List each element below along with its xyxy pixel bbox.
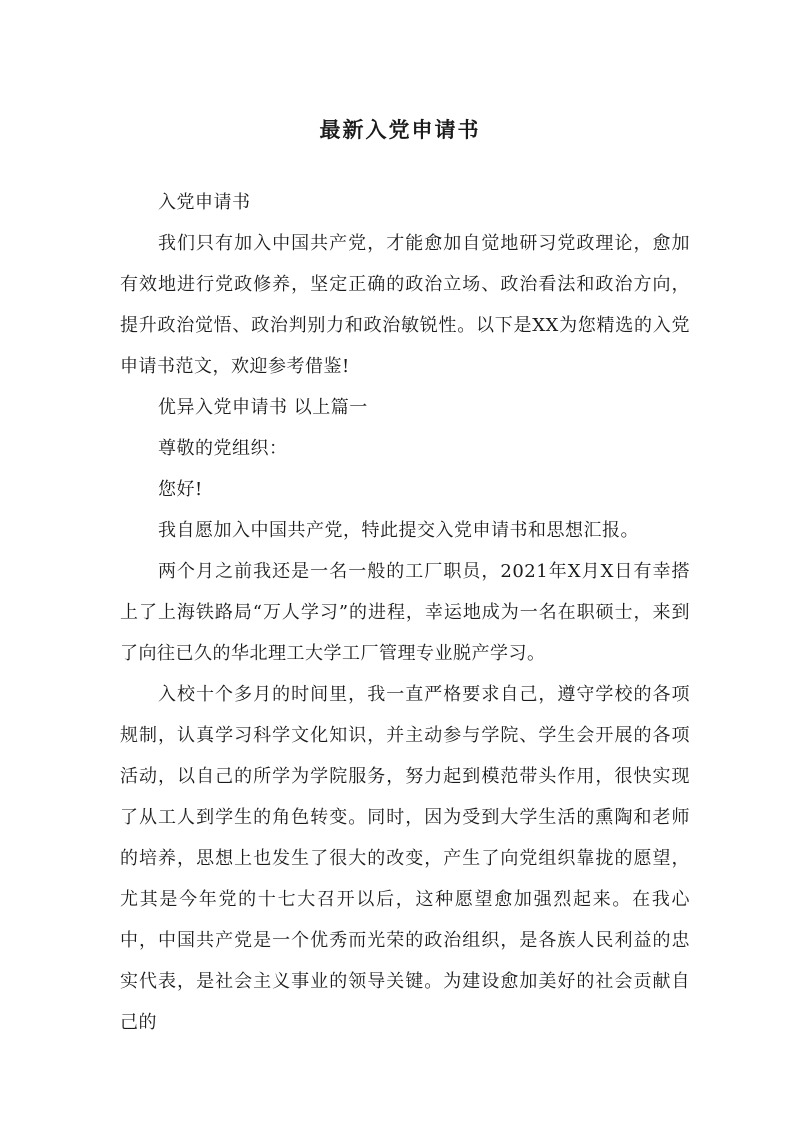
paragraph-experience: 入校十个多月的时间里，我一直严格要求自己，遵守学校的各项规制，认真学习科学文化知识，并主动参与学院、学生会开展的各项活动，以自己的所学为学院服务，努力起到模范带头作用，很快实现了从工人到学生的角色转变。同时，因为受到大学生活的熏陶和老师的培养，思想上也发生了很大的改变，产生了向党组织靠拢的愿望，尤其是今年党的十七大召开以后，这种愿望愈加强烈起来。在我心中，中国共产党是一个优秀而光荣的政治组织，是各族人民利益的忠实代表，是社会主义事业的领导关键。为建设愈加美好的社会贡献自己的 — [120, 684, 690, 1033]
paragraph-section-title: 优异入党申请书 以上篇一 — [158, 397, 368, 418]
paragraph-background: 两个月之前我还是一名一般的工厂职员，2021年X月X日有幸搭上了上海铁路局“万人学习”的进程，幸运地成为一名在职硕士，来到了向往已久的华北理工大学工厂管理专业脱产学习。 — [120, 561, 690, 664]
document-title: 最新入党申请书 — [319, 117, 481, 143]
paragraph-salutation: 尊敬的党组织： — [158, 438, 288, 459]
paragraph-heading: 入党申请书 — [158, 192, 251, 213]
document-body — [120, 182, 690, 1043]
paragraph-intro: 我们只有加入中国共产党，才能愈加自觉地研习党政理论，愈加有效地进行党政修养，坚定正确的政治立场、政治看法和政治方向，提升政治觉悟、政治判别力和政治敏锐性。以下是XX为您精选的入党申请书范文，欢迎参考借鉴! — [120, 233, 690, 377]
paragraph-greeting: 您好! — [158, 479, 203, 500]
paragraph-statement: 我自愿加入中国共产党，特此提交入党申请书和思想汇报。 — [158, 520, 639, 541]
